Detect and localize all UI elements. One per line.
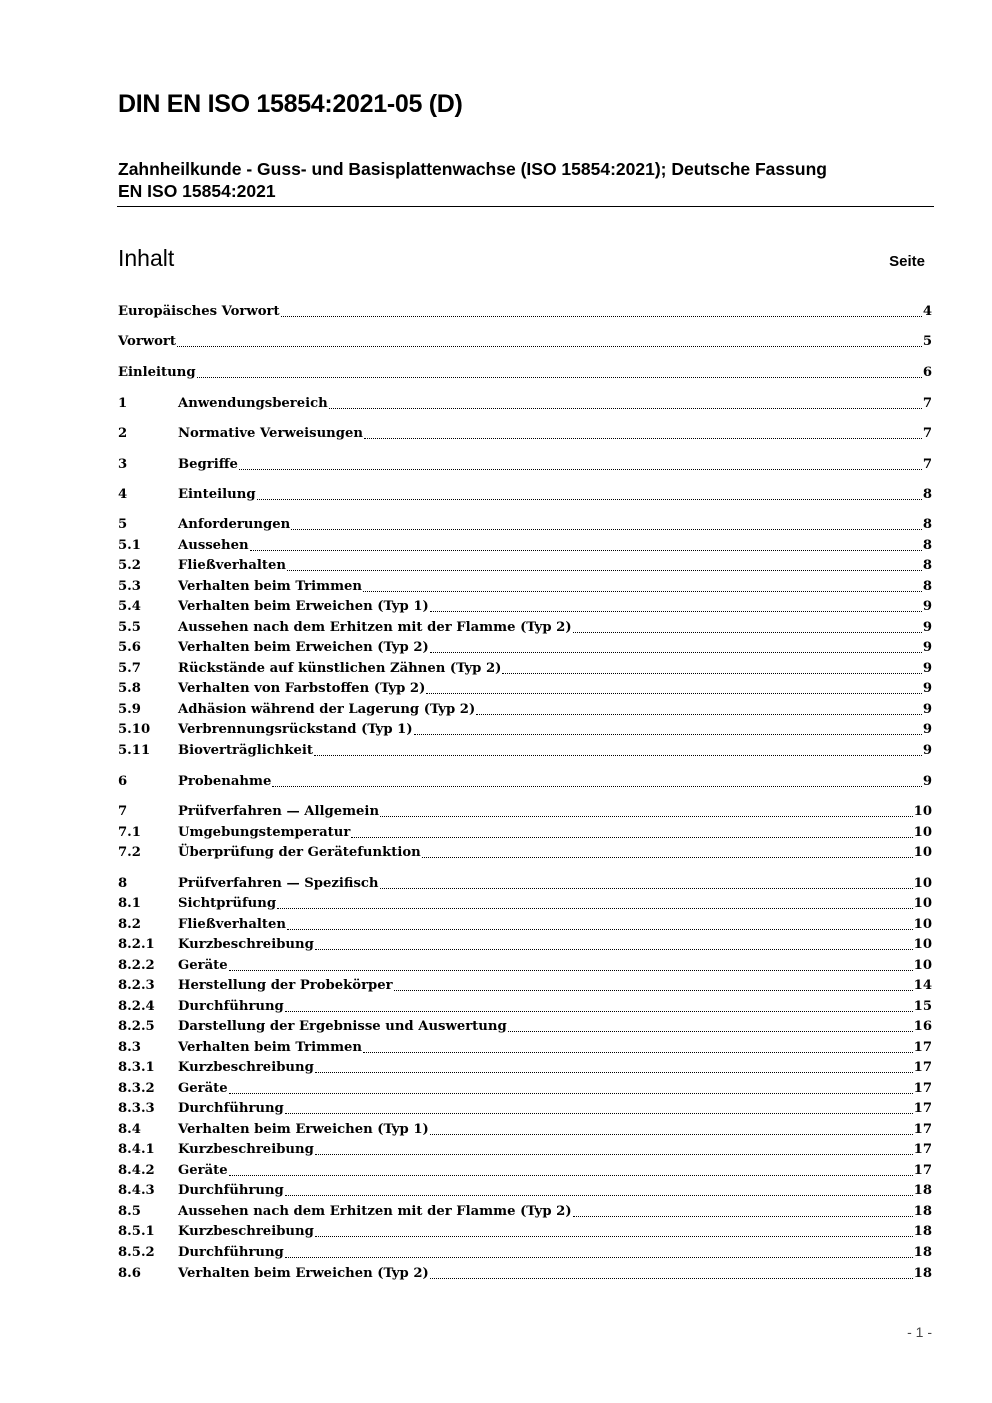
toc-dot-leader	[281, 316, 922, 317]
toc-entry-title: Durchführung	[178, 1101, 284, 1116]
toc-entry-title: Einteilung	[178, 487, 256, 502]
toc-dot-leader	[430, 611, 922, 612]
toc-entry[interactable]	[118, 997, 932, 1017]
toc-entry-number: 5.4	[118, 599, 141, 614]
toc-entry-number: 5.11	[118, 743, 151, 758]
toc-dot-leader	[380, 888, 913, 889]
toc-dot-leader	[315, 1154, 913, 1155]
toc-entry-number: 5.3	[118, 579, 141, 594]
toc-entry-number: 8.2.1	[118, 937, 155, 952]
toc-entry[interactable]	[118, 1058, 932, 1078]
toc-entry-title: Adhäsion während der Lagerung (Typ 2)	[178, 702, 476, 717]
toc-dot-leader	[363, 591, 922, 592]
toc-dot-leader	[430, 1134, 913, 1135]
toc-entry-page: 9	[922, 599, 932, 614]
toc-entry-title: Sichtprüfung	[178, 896, 277, 911]
toc-entry-number: 8.5.1	[118, 1224, 155, 1239]
toc-entry-page: 8	[922, 538, 932, 553]
toc-entry-number: 8.4	[118, 1122, 141, 1137]
toc-entry[interactable]	[118, 659, 932, 679]
document-title: DIN EN ISO 15854:2021-05 (D)	[118, 90, 463, 118]
toc-entry-page: 10	[913, 845, 932, 860]
toc-entry-page: 9	[922, 722, 932, 737]
toc-entry-number: 6	[118, 774, 128, 789]
page-number: - 1 -	[907, 1324, 932, 1340]
toc-dot-leader	[287, 929, 913, 930]
toc-entry[interactable]	[118, 915, 932, 935]
toc-entry-page: 8	[922, 558, 932, 573]
toc-dot-leader	[508, 1031, 913, 1032]
toc-entry[interactable]	[118, 823, 932, 843]
toc-entry-title: Geräte	[178, 958, 228, 973]
toc-page-label: Seite	[889, 253, 925, 270]
toc-entry[interactable]	[118, 874, 932, 894]
toc-entry[interactable]	[118, 556, 932, 576]
toc-dot-leader	[502, 673, 921, 674]
toc-entry[interactable]	[118, 424, 932, 444]
toc-entry-page: 9	[922, 702, 932, 717]
toc-entry-number: 8.6	[118, 1266, 141, 1281]
toc-dot-leader	[329, 408, 922, 409]
toc-entry-title: Kurzbeschreibung	[178, 1224, 314, 1239]
toc-entry-number: 8.2.3	[118, 978, 155, 993]
toc-entry-page: 14	[913, 978, 932, 993]
toc-entry-number: 5.2	[118, 558, 141, 573]
toc-entry-title: Kurzbeschreibung	[178, 1142, 314, 1157]
toc-entry-title: Prüfverfahren — Spezifisch	[178, 876, 379, 891]
toc-entry-number: 5.9	[118, 702, 141, 717]
toc-entry[interactable]	[118, 1243, 932, 1263]
toc-entry-number: 8.2	[118, 917, 141, 932]
toc-entry-title: Anforderungen	[178, 517, 291, 532]
toc-entry-title: Geräte	[178, 1163, 228, 1178]
toc-entry-title: Aussehen nach dem Erhitzen mit der Flamme (Typ 2)	[178, 1204, 572, 1219]
toc-entry-title: Kurzbeschreibung	[178, 1060, 314, 1075]
toc-entry[interactable]	[118, 1038, 932, 1058]
toc-entry-page: 8	[922, 517, 932, 532]
toc-entry-title: Normative Verweisungen	[178, 426, 363, 441]
toc-entry-number: 5.7	[118, 661, 141, 676]
toc-entry[interactable]	[118, 515, 932, 535]
toc-dot-leader	[430, 1278, 913, 1279]
toc-entry-title: Verhalten von Farbstoffen (Typ 2)	[178, 681, 426, 696]
toc-entry-title: Darstellung der Ergebnisse und Auswertung	[178, 1019, 507, 1034]
toc-dot-leader	[573, 1216, 913, 1217]
document-subtitle	[118, 158, 938, 202]
toc-entry-title: Vorwort	[118, 334, 176, 349]
toc-entry-page: 10	[913, 825, 932, 840]
toc-entry[interactable]	[118, 394, 932, 414]
toc-entry[interactable]	[118, 302, 932, 322]
toc-entry-number: 5.5	[118, 620, 141, 635]
toc-entry-number: 1	[118, 396, 128, 411]
toc-entry-page: 18	[913, 1245, 932, 1260]
toc-entry[interactable]	[118, 1202, 932, 1222]
toc-dot-leader	[315, 949, 913, 950]
toc-dot-leader	[380, 816, 913, 817]
toc-entry[interactable]	[118, 1140, 932, 1160]
toc-entry-page: 9	[922, 620, 932, 635]
toc-entry-page: 15	[913, 999, 932, 1014]
toc-entry-number: 8.4.2	[118, 1163, 155, 1178]
toc-entry[interactable]	[118, 802, 932, 822]
toc-dot-leader	[272, 786, 921, 787]
toc-dot-leader	[177, 346, 922, 347]
toc-entry[interactable]	[118, 577, 932, 597]
toc-dot-leader	[291, 529, 922, 530]
toc-entry-page: 6	[922, 365, 932, 380]
toc-entry-title: Durchführung	[178, 1183, 284, 1198]
toc-entry-number: 7	[118, 804, 128, 819]
toc-dot-leader	[277, 908, 913, 909]
toc-entry[interactable]	[118, 332, 932, 352]
toc-dot-leader	[229, 1093, 913, 1094]
toc-entry[interactable]	[118, 772, 932, 792]
toc-dot-leader	[430, 652, 922, 653]
toc-entry[interactable]	[118, 1079, 932, 1099]
toc-entry-number: 8.2.5	[118, 1019, 155, 1034]
toc-entry-page: 10	[913, 958, 932, 973]
toc-entry[interactable]	[118, 700, 932, 720]
toc-entry-title: Geräte	[178, 1081, 228, 1096]
toc-entry[interactable]	[118, 935, 932, 955]
toc-entry-title: Herstellung der Probekörper	[178, 978, 393, 993]
toc-entry[interactable]	[118, 1161, 932, 1181]
toc-entry-number: 7.2	[118, 845, 141, 860]
toc-entry[interactable]	[118, 1017, 932, 1037]
toc-entry-page: 9	[922, 774, 932, 789]
subtitle-line-2: EN ISO 15854:2021	[118, 181, 276, 201]
toc-dot-leader	[229, 970, 913, 971]
toc-entry[interactable]	[118, 956, 932, 976]
toc-entry-title: Rückstände auf künstlichen Zähnen (Typ 2)	[178, 661, 502, 676]
toc-entry[interactable]	[118, 638, 932, 658]
toc-entry-title: Probenahme	[178, 774, 272, 789]
toc-entry-page: 18	[913, 1204, 932, 1219]
toc-entry-page: 9	[922, 661, 932, 676]
toc-dot-leader	[239, 469, 922, 470]
toc-dot-leader	[364, 438, 922, 439]
toc-entry-page: 17	[913, 1081, 932, 1096]
toc-heading: Inhalt	[118, 245, 175, 271]
toc-entry-page: 17	[913, 1040, 932, 1055]
toc-entry-number: 8.4.3	[118, 1183, 155, 1198]
toc-entry-page: 18	[913, 1266, 932, 1281]
toc-entry-title: Verhalten beim Trimmen	[178, 1040, 363, 1055]
subtitle-line-1: Zahnheilkunde - Guss- und Basisplattenwachse (ISO 15854:2021); Deutsche Fassung	[118, 159, 827, 179]
toc-entry-page: 8	[922, 579, 932, 594]
toc-entry-page: 4	[922, 304, 932, 319]
toc-entry-page: 9	[922, 681, 932, 696]
toc-entry-page: 7	[922, 426, 932, 441]
toc-entry-page: 7	[922, 457, 932, 472]
toc-entry-page: 17	[913, 1163, 932, 1178]
toc-entry-number: 8.4.1	[118, 1142, 155, 1157]
toc-dot-leader	[476, 714, 922, 715]
toc-dot-leader	[426, 693, 921, 694]
toc-dot-leader	[351, 837, 912, 838]
toc-entry-number: 5.1	[118, 538, 141, 553]
toc-dot-leader	[314, 755, 922, 756]
toc-entry-title: Verhalten beim Erweichen (Typ 1)	[178, 1122, 429, 1137]
toc-entry-number: 8.2.4	[118, 999, 155, 1014]
toc-entry-number: 8.3.1	[118, 1060, 155, 1075]
toc-dot-leader	[285, 1257, 913, 1258]
toc-entry[interactable]	[118, 976, 932, 996]
toc-entry-page: 10	[913, 896, 932, 911]
toc-dot-leader	[394, 990, 913, 991]
toc-entry-title: Europäisches Vorwort	[118, 304, 280, 319]
toc-entry-number: 5.8	[118, 681, 141, 696]
toc-entry-page: 17	[913, 1101, 932, 1116]
toc-entry-title: Kurzbeschreibung	[178, 937, 314, 952]
toc-dot-leader	[285, 1011, 913, 1012]
toc-entry-page: 16	[913, 1019, 932, 1034]
toc-dot-leader	[363, 1052, 913, 1053]
toc-entry-title: Verhalten beim Erweichen (Typ 2)	[178, 1266, 429, 1281]
toc-entry-page: 5	[922, 334, 932, 349]
toc-entry-page: 10	[913, 937, 932, 952]
toc-entry-number: 5.6	[118, 640, 141, 655]
toc-entry-title: Bioverträglichkeit	[178, 743, 314, 758]
toc-entry[interactable]	[118, 894, 932, 914]
toc-entry[interactable]	[118, 1181, 932, 1201]
toc-entry-title: Verhalten beim Trimmen	[178, 579, 363, 594]
toc-entry-page: 8	[922, 487, 932, 502]
toc-entry-number: 4	[118, 487, 128, 502]
toc-entry-title: Aussehen	[178, 538, 249, 553]
toc-entry[interactable]	[118, 485, 932, 505]
toc-entry-title: Begriffe	[178, 457, 238, 472]
toc-entry-number: 5	[118, 517, 128, 532]
header-rule	[117, 206, 934, 207]
toc-entry[interactable]	[118, 363, 932, 383]
toc-entry-title: Fließverhalten	[178, 917, 287, 932]
toc-entry-page: 9	[922, 640, 932, 655]
toc-entry-page: 18	[913, 1224, 932, 1239]
toc-entry[interactable]	[118, 618, 932, 638]
toc-entry-number: 8.5	[118, 1204, 141, 1219]
toc-entry-page: 17	[913, 1060, 932, 1075]
toc-dot-leader	[229, 1175, 913, 1176]
toc-entry-title: Überprüfung der Gerätefunktion	[178, 845, 421, 860]
toc-entry-number: 3	[118, 457, 128, 472]
toc-dot-leader	[197, 377, 922, 378]
toc-entry-number: 8.1	[118, 896, 141, 911]
toc-dot-leader	[315, 1072, 913, 1073]
toc-dot-leader	[414, 734, 922, 735]
toc-entry-number: 5.10	[118, 722, 151, 737]
toc-dot-leader	[287, 570, 922, 571]
toc-entry[interactable]	[118, 455, 932, 475]
toc-entry-title: Fließverhalten	[178, 558, 287, 573]
toc-entry-title: Verbrennungsrückstand (Typ 1)	[178, 722, 413, 737]
toc-entry-page: 9	[922, 743, 932, 758]
toc-entry-title: Aussehen nach dem Erhitzen mit der Flamme (Typ 2)	[178, 620, 572, 635]
toc-entry-number: 8.3.3	[118, 1101, 155, 1116]
toc-entry[interactable]	[118, 1120, 932, 1140]
toc-entry-title: Prüfverfahren — Allgemein	[178, 804, 380, 819]
toc-entry[interactable]	[118, 1099, 932, 1119]
toc-dot-leader	[250, 550, 922, 551]
toc-dot-leader	[285, 1113, 913, 1114]
toc-entry-number: 8	[118, 876, 128, 891]
toc-entry-title: Durchführung	[178, 1245, 284, 1260]
toc-entry-page: 18	[913, 1183, 932, 1198]
toc-entry[interactable]	[118, 536, 932, 556]
toc-entry-title: Umgebungstemperatur	[178, 825, 351, 840]
toc-entry-title: Verhalten beim Erweichen (Typ 1)	[178, 599, 429, 614]
toc-dot-leader	[315, 1236, 913, 1237]
toc-entry-number: 7.1	[118, 825, 141, 840]
toc-entry-number: 8.3.2	[118, 1081, 155, 1096]
toc-entry-page: 17	[913, 1142, 932, 1157]
toc-entry[interactable]	[118, 1222, 932, 1242]
toc-entry[interactable]	[118, 679, 932, 699]
toc-dot-leader	[422, 857, 913, 858]
toc-entry-title: Einleitung	[118, 365, 196, 380]
toc-entry[interactable]	[118, 597, 932, 617]
toc-entry-number: 2	[118, 426, 128, 441]
toc-entry-number: 8.3	[118, 1040, 141, 1055]
toc-entry[interactable]	[118, 843, 932, 863]
toc-entry-page: 10	[913, 876, 932, 891]
toc-entry[interactable]	[118, 741, 932, 761]
toc-dot-leader	[573, 632, 922, 633]
toc-entry[interactable]	[118, 720, 932, 740]
toc-entry-number: 8.2.2	[118, 958, 155, 973]
toc-entry-page: 10	[913, 917, 932, 932]
toc-entry-title: Durchführung	[178, 999, 284, 1014]
toc-dot-leader	[285, 1195, 913, 1196]
toc-entry-page: 7	[922, 396, 932, 411]
toc-entry-page: 17	[913, 1122, 932, 1137]
toc-entry[interactable]	[118, 1264, 932, 1284]
toc-entry-title: Anwendungsbereich	[178, 396, 328, 411]
toc-entry-number: 8.5.2	[118, 1245, 155, 1260]
toc-dot-leader	[257, 499, 922, 500]
toc-entry-page: 10	[913, 804, 932, 819]
toc-entry-title: Verhalten beim Erweichen (Typ 2)	[178, 640, 429, 655]
